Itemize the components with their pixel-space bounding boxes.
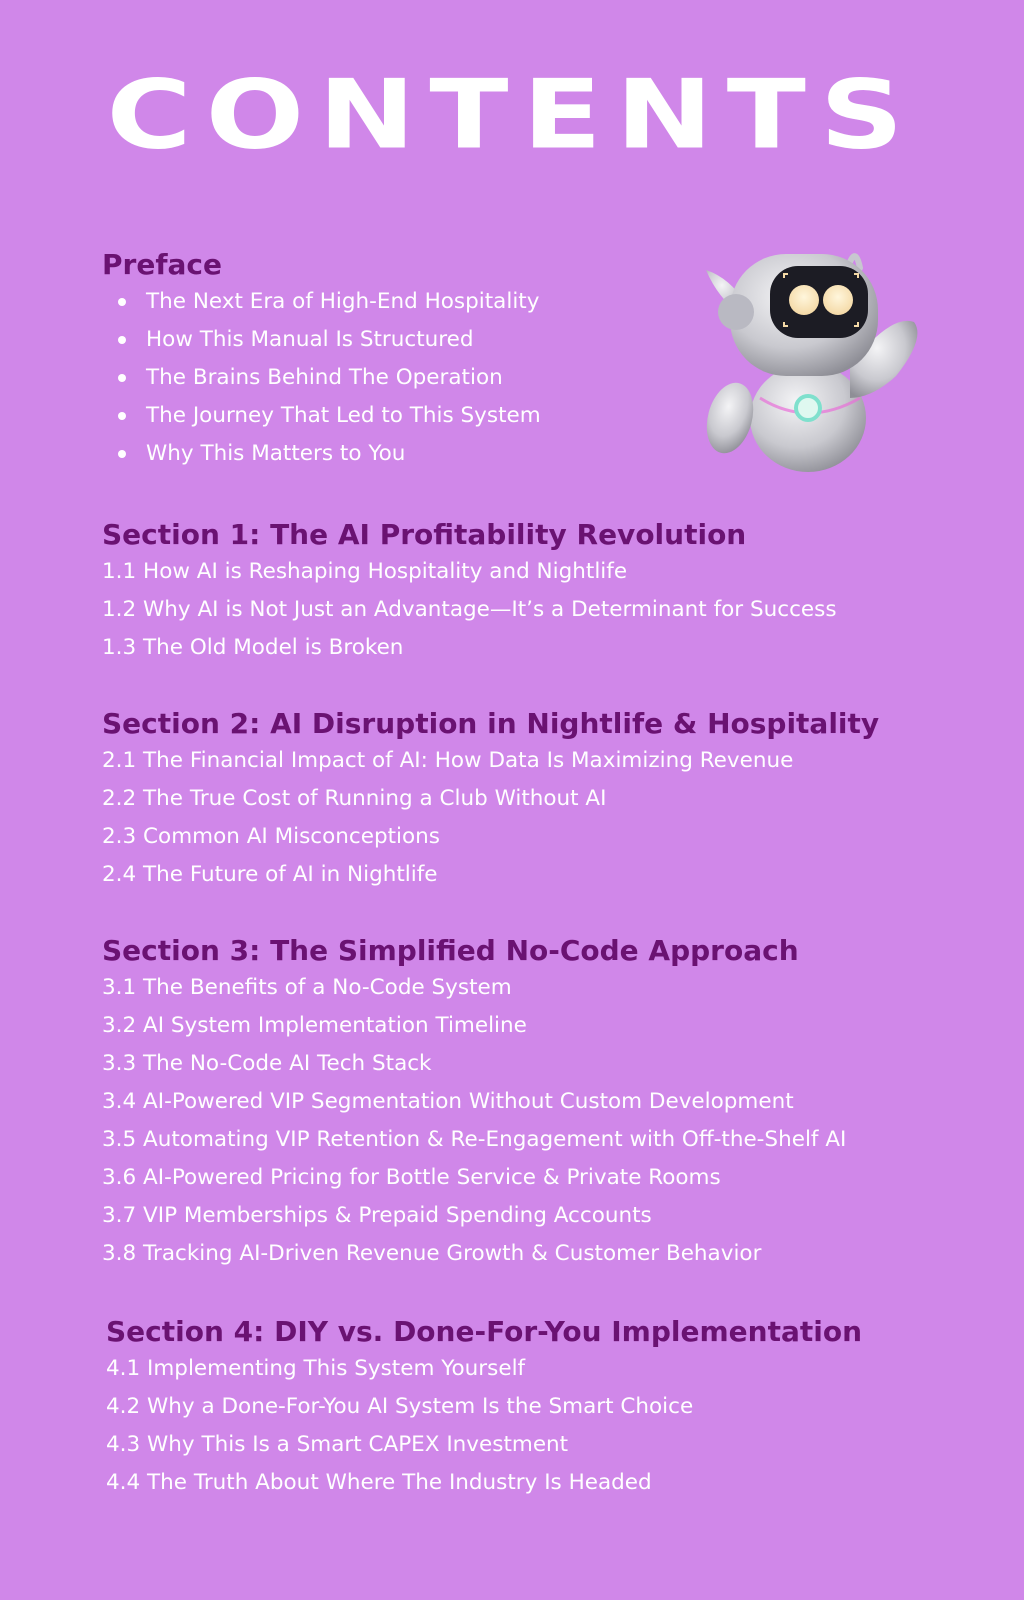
toc-entry[interactable]: 2.2 The True Cost of Running a Club Without AI: [102, 786, 607, 811]
bullet-icon: [118, 450, 126, 458]
toc-entry[interactable]: 3.6 AI-Powered Pricing for Bottle Service & Private Rooms: [102, 1165, 721, 1190]
toc-entry[interactable]: 4.1 Implementing This System Yourself: [106, 1356, 526, 1381]
section-2: [102, 706, 962, 894]
toc-entry[interactable]: 1.2 Why AI is Not Just an Advantage—It’s a Determinant for Success: [102, 597, 837, 622]
preface-heading: Preface: [102, 248, 222, 281]
toc-entry[interactable]: 3.1 The Benefits of a No-Code System: [102, 975, 512, 1000]
section-2-list: [102, 742, 962, 894]
section-4: [106, 1314, 966, 1502]
toc-entry[interactable]: 3.7 VIP Memberships & Prepaid Spending Accounts: [102, 1203, 652, 1228]
toc-entry[interactable]: 4.4 The Truth About Where The Industry Is Headed: [106, 1470, 652, 1495]
preface-item-label: Why This Matters to You: [146, 441, 406, 466]
section-3: [102, 933, 962, 1273]
section-3-heading: Section 3: The Simplified No-Code Approach: [102, 934, 799, 967]
toc-entry[interactable]: 3.3 The No-Code AI Tech Stack: [102, 1051, 432, 1076]
toc-entry[interactable]: 2.4 The Future of AI in Nightlife: [102, 862, 438, 887]
toc-entry[interactable]: 1.1 How AI is Reshaping Hospitality and Nightlife: [102, 559, 628, 584]
preface-item-label: The Brains Behind The Operation: [146, 365, 503, 390]
bullet-icon: [118, 412, 126, 420]
preface-item-label: The Journey That Led to This System: [146, 403, 541, 428]
toc-entry[interactable]: 2.3 Common AI Misconceptions: [102, 824, 440, 849]
page-title: CONTENTS: [106, 59, 918, 171]
section-1-heading: Section 1: The AI Profitability Revolution: [102, 518, 747, 551]
toc-entry[interactable]: 4.3 Why This Is a Smart CAPEX Investment: [106, 1432, 569, 1457]
section-1: [102, 517, 962, 667]
bullet-icon: [118, 298, 126, 306]
section-2-heading: Section 2: AI Disruption in Nightlife & Hospitality: [102, 707, 880, 740]
toc-entry[interactable]: 3.4 AI-Powered VIP Segmentation Without Custom Development: [102, 1089, 794, 1114]
bullet-icon: [118, 374, 126, 382]
bullet-icon: [118, 336, 126, 344]
toc-entry[interactable]: 3.5 Automating VIP Retention & Re-Engagement with Off-the-Shelf AI: [102, 1127, 847, 1152]
toc-entry[interactable]: 3.8 Tracking AI-Driven Revenue Growth & Customer Behavior: [102, 1241, 762, 1266]
toc-entry[interactable]: 1.3 The Old Model is Broken: [102, 635, 404, 660]
toc-entry[interactable]: 2.1 The Financial Impact of AI: How Data Is Maximizing Revenue: [102, 748, 794, 773]
toc-entry[interactable]: 4.2 Why a Done-For-You AI System Is the Smart Choice: [106, 1394, 694, 1419]
preface-item-label: How This Manual Is Structured: [146, 327, 474, 352]
section-4-list: [106, 1350, 966, 1502]
toc-entry[interactable]: 3.2 AI System Implementation Timeline: [102, 1013, 527, 1038]
preface-item-label: The Next Era of High-End Hospitality: [146, 289, 540, 314]
section-1-list: [102, 553, 962, 667]
section-4-heading: Section 4: DIY vs. Done-For-You Implementation: [106, 1315, 863, 1348]
robot-icon: [700, 248, 932, 480]
section-3-list: [102, 969, 962, 1273]
